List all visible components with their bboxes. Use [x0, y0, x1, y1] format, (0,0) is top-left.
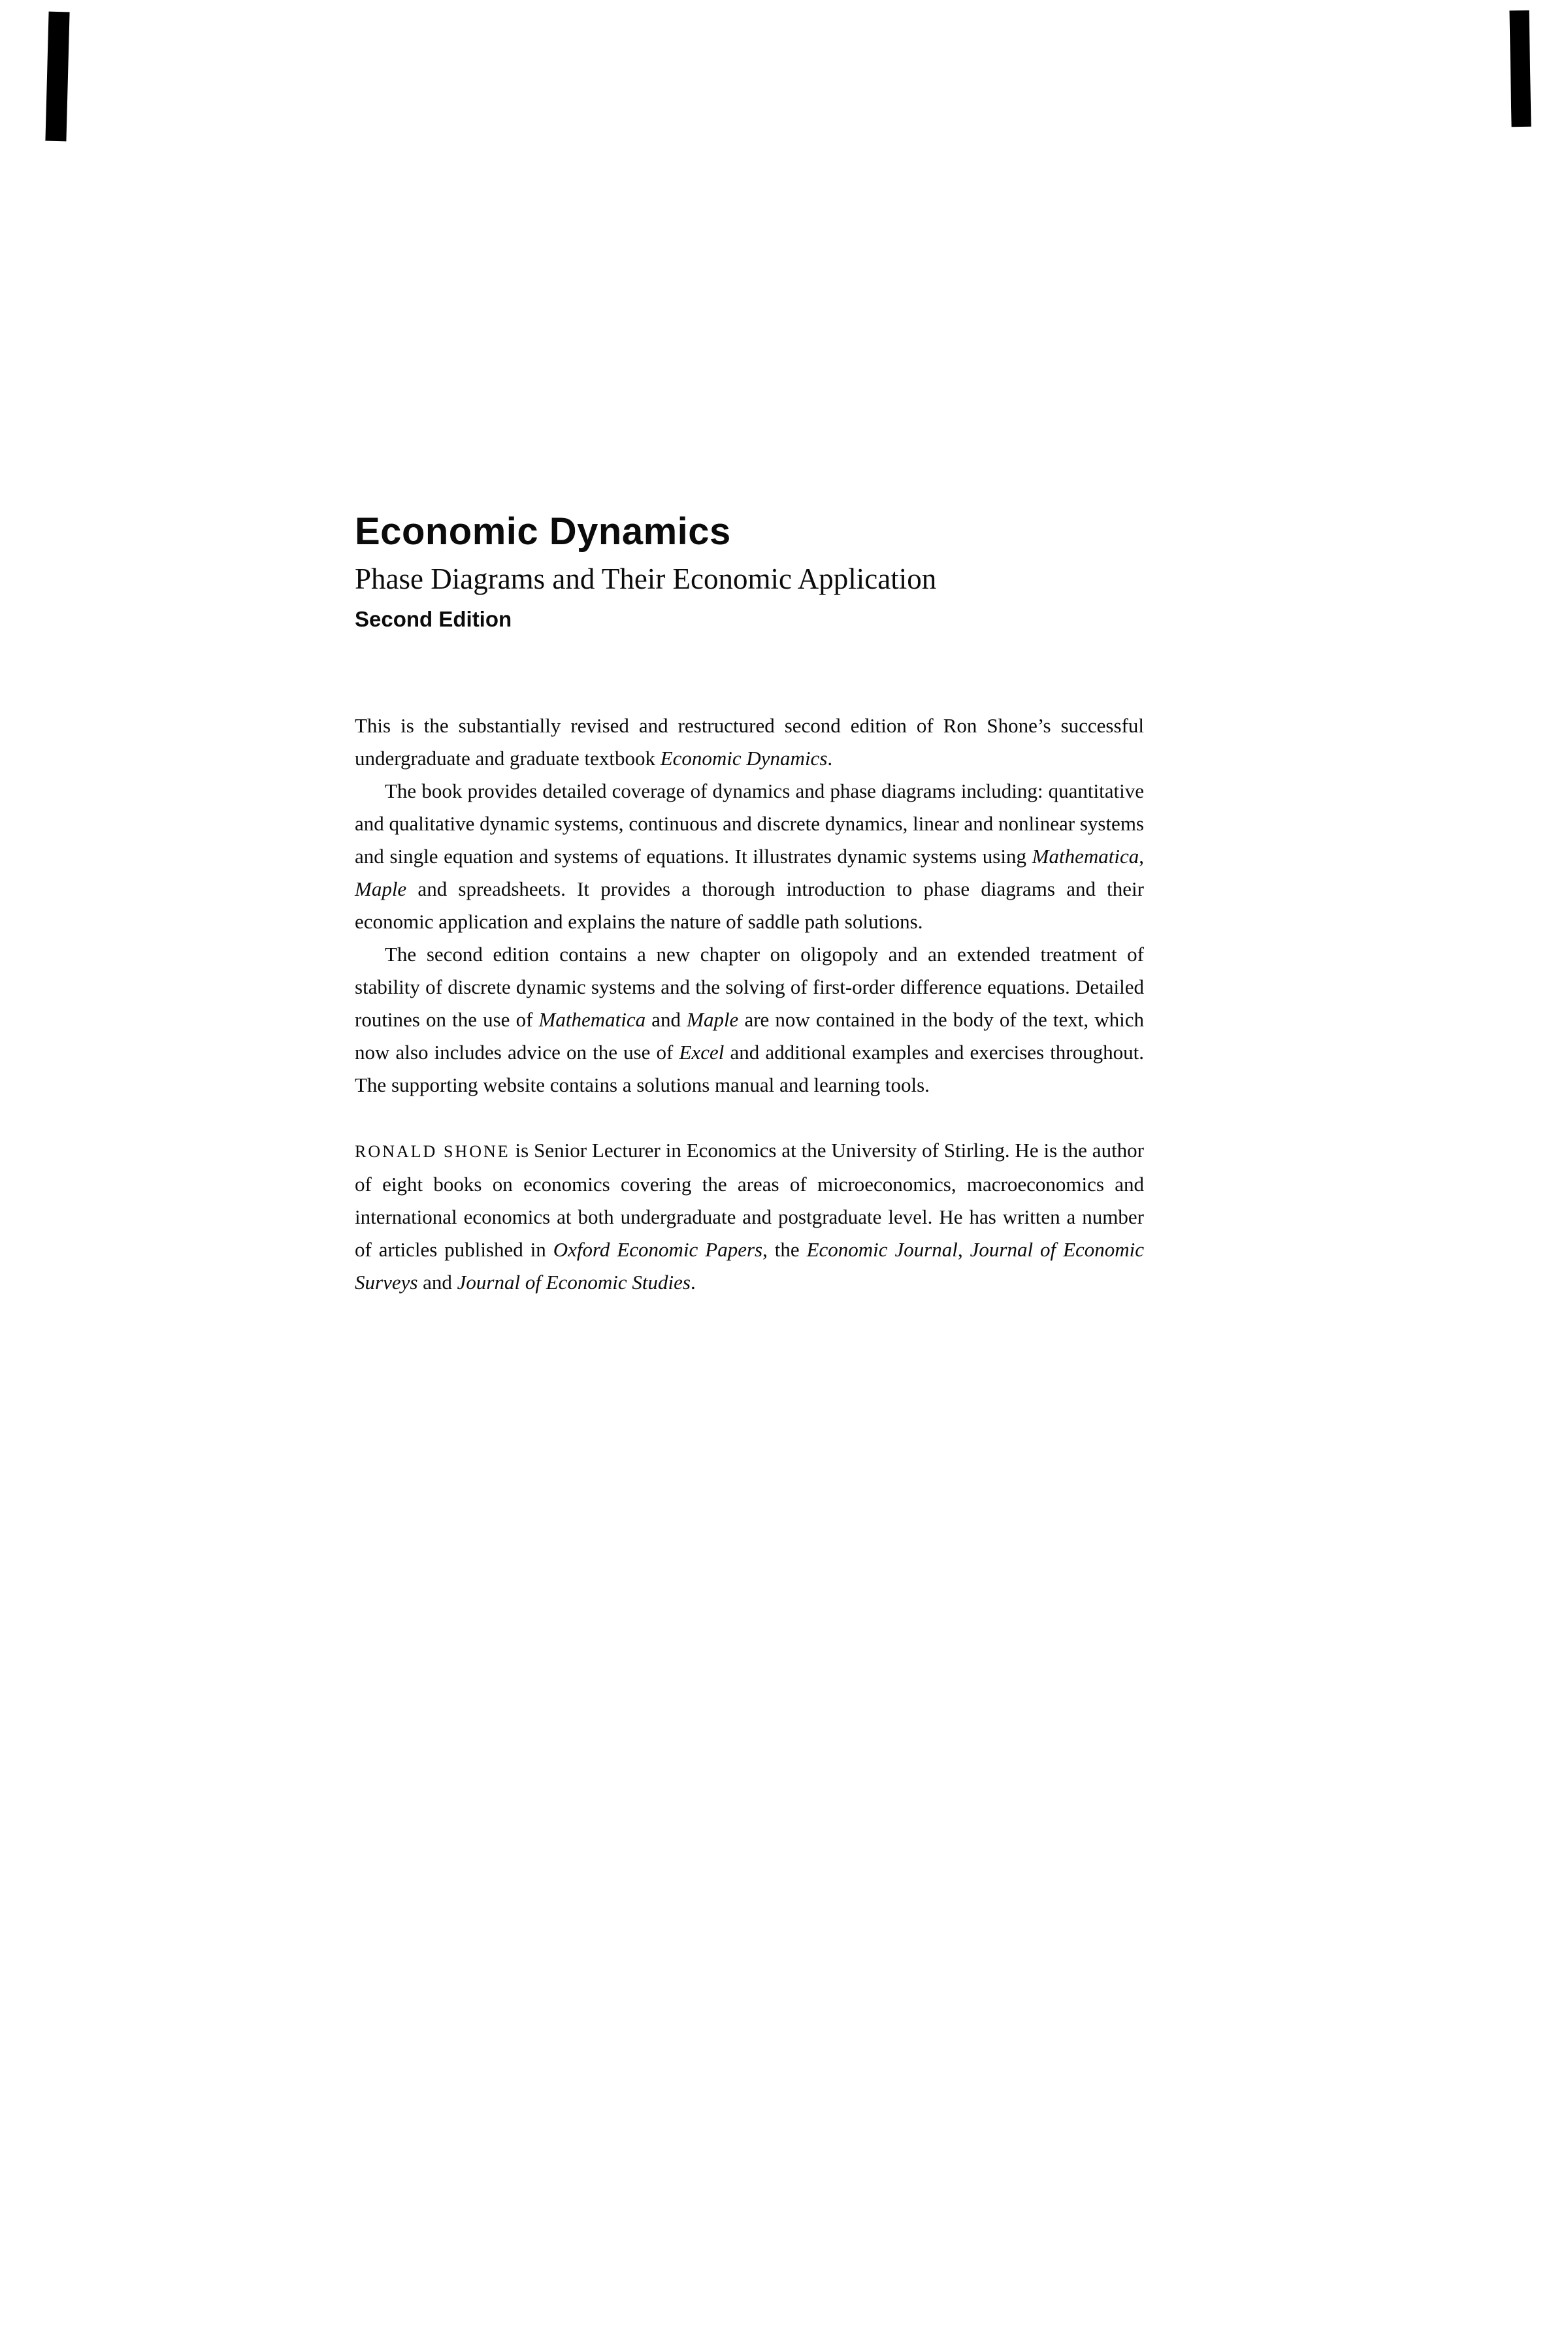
page-subtitle: Phase Diagrams and Their Economic Application	[355, 563, 937, 595]
scan-artifact-left	[45, 12, 69, 142]
edition-label: Second Edition	[355, 607, 512, 631]
body-paragraph-2: The book provides detailed coverage of dynamics and phase diagrams including: quantitative and qualitative dynamic systems, continuous and discrete dynamics, linear and nonlinear systems and single equation and systems of equations. It illustrates dynamic systems using Mathematica, Maple and spreadsheets. It provides a thorough introduction to phase diagrams and their economic application and explains the nature of saddle path solutions.	[355, 779, 1144, 933]
body-text	[355, 710, 1144, 1299]
scan-artifact-right	[1509, 10, 1531, 127]
body-paragraph-3: The second edition contains a new chapter on oligopoly and an extended treatment of stability of discrete dynamic systems and the solving of first-order difference equations. Detailed routines on the use of Mathematica and Maple are now contained in the body of the text, which now also includes advice on the use of Excel and additional examples and exercises throughout. The supporting website contains a solutions manual and learning tools.	[355, 943, 1144, 1096]
author-paragraph: RONALD SHONE is Senior Lecturer in Economics at the University of Stirling. He is the author of eight books on economics covering the areas of microeconomics, macroeconomics and international economics at both undergraduate and postgraduate level. He has written a number of articles published in Oxford Economic Papers, the Economic Journal, Journal of Economic Surveys and Journal of Economic Studies.	[355, 1139, 1145, 1294]
body-paragraph-1: This is the substantially revised and restructured second edition of Ron Shone’s successful undergraduate and graduate textbook Economic Dynamics.	[355, 714, 1144, 770]
page-title: Economic Dynamics	[355, 510, 731, 553]
page-content	[355, 511, 1144, 1299]
